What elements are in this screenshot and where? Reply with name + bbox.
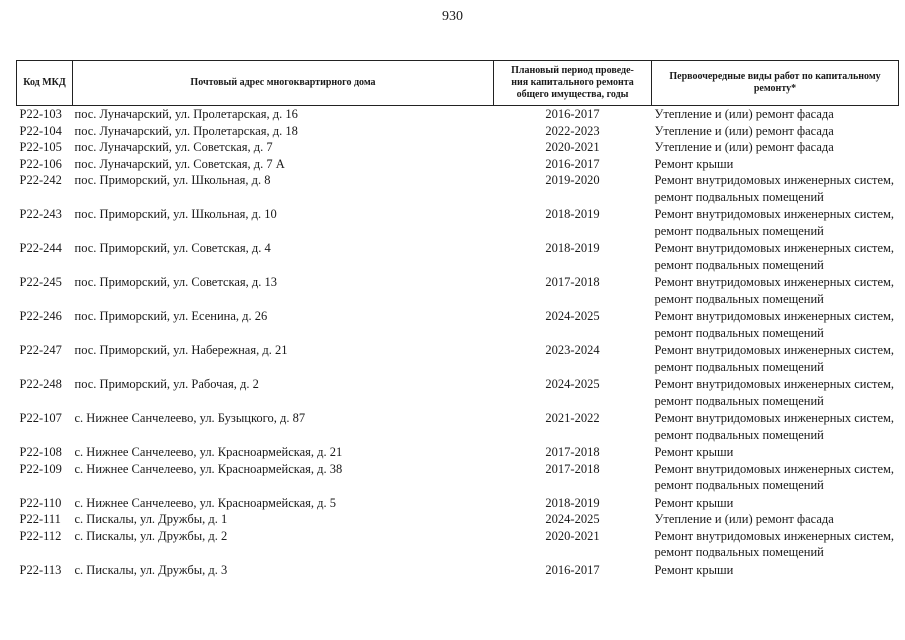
cell-address: пос. Приморский, ул. Набережная, д. 21 xyxy=(74,343,288,357)
cell-works xyxy=(652,206,899,240)
header-period-line: ния капитального ремонта xyxy=(511,77,634,88)
cell-works xyxy=(652,562,899,579)
cell-period: 2018-2019 xyxy=(545,495,600,510)
cell-code: Р22-105 xyxy=(19,140,62,154)
table-row xyxy=(17,206,899,240)
header-period-line: Плановый период проведе- xyxy=(511,65,634,76)
works-line: ремонт подвальных помещений xyxy=(654,189,824,204)
cell-works xyxy=(652,461,899,495)
cell-period: 2017-2018 xyxy=(545,275,600,289)
works-line: Ремонт внутридомовых инженерных систем, xyxy=(654,377,895,391)
cell-address: пос. Приморский, ул. Школьная, д. 8 xyxy=(74,173,271,187)
cell-works xyxy=(652,511,899,528)
header-code: Код МКД xyxy=(17,61,73,106)
cell-period: 2024-2025 xyxy=(545,512,600,526)
cell-address: с. Нижнее Санчелеево, ул. Бузыцкого, д. 87 xyxy=(74,411,306,425)
table-row xyxy=(17,342,899,376)
works-line: Ремонт внутридомовых инженерных систем, xyxy=(654,528,895,543)
cell-period: 2019-2020 xyxy=(545,173,600,187)
works-line: ремонт подвальных помещений xyxy=(654,291,824,306)
cell-code: Р22-112 xyxy=(19,528,62,543)
cell-period: 2018-2019 xyxy=(545,207,600,221)
cell-code: Р22-243 xyxy=(19,207,62,221)
cell-code: Р22-247 xyxy=(19,343,62,357)
works-line: ремонт подвальных помещений xyxy=(654,393,824,408)
cell-address: с. Нижнее Санчелеево, ул. Красноармейская, д. 5 xyxy=(74,495,337,510)
cell-works xyxy=(652,106,899,123)
cell-period: 2020-2021 xyxy=(545,140,600,154)
works-line: Ремонт крыши xyxy=(654,156,734,171)
table-header xyxy=(17,61,899,106)
page-number: 930 xyxy=(442,9,463,24)
works-line: ремонт подвальных помещений xyxy=(654,478,824,492)
works-line: Ремонт внутридомовых инженерных систем, xyxy=(654,411,895,425)
cell-code: Р22-108 xyxy=(19,445,62,459)
cell-code: Р22-244 xyxy=(19,241,62,255)
cell-period: 2024-2025 xyxy=(545,309,600,323)
cell-address: с. Нижнее Санчелеево, ул. Красноармейская, д. 21 xyxy=(74,445,343,459)
works-line: Утепление и (или) ремонт фасада xyxy=(654,107,834,121)
cell-code: Р22-111 xyxy=(19,512,61,526)
table-row xyxy=(17,495,899,512)
cell-code: Р22-245 xyxy=(19,275,62,289)
works-line: ремонт подвальных помещений xyxy=(654,257,824,272)
works-line: Ремонт внутридомовых инженерных систем, xyxy=(654,343,895,357)
table-row xyxy=(17,240,899,274)
header-works xyxy=(652,61,899,106)
works-line: Ремонт крыши xyxy=(654,445,734,459)
cell-address: пос. Луначарский, ул. Советская, д. 7 А xyxy=(74,156,285,171)
cell-period: 2023-2024 xyxy=(545,343,600,357)
header-works-line: ремонту* xyxy=(753,83,797,94)
works-line: Утепление и (или) ремонт фасада xyxy=(654,140,834,154)
cell-code: Р22-104 xyxy=(19,123,62,138)
cell-address: пос. Приморский, ул. Школьная, д. 10 xyxy=(74,207,277,221)
cell-works xyxy=(652,123,899,140)
table-row xyxy=(17,528,899,562)
cell-works xyxy=(652,528,899,562)
table-row xyxy=(17,139,899,156)
cell-works xyxy=(652,444,899,461)
cell-address: пос. Приморский, ул. Есенина, д. 26 xyxy=(74,309,268,323)
cell-address: пос. Приморский, ул. Рабочая, д. 2 xyxy=(74,377,259,391)
cell-works xyxy=(652,139,899,156)
cell-code: Р22-248 xyxy=(19,377,62,391)
cell-address: с. Нижнее Санчелеево, ул. Красноармейская, д. 38 xyxy=(74,461,343,476)
cell-works xyxy=(652,342,899,376)
cell-period: 2020-2021 xyxy=(545,528,600,543)
works-line: Ремонт внутридомовых инженерных систем, xyxy=(654,275,895,289)
table-row xyxy=(17,444,899,461)
cell-works xyxy=(652,495,899,512)
works-line: Ремонт внутридомовых инженерных систем, xyxy=(654,173,895,187)
table-row xyxy=(17,156,899,173)
works-line: Ремонт крыши xyxy=(654,495,734,510)
cell-code: Р22-110 xyxy=(19,495,62,510)
works-line: ремонт подвальных помещений xyxy=(654,325,824,340)
works-line: Утепление и (или) ремонт фасада xyxy=(654,512,834,526)
works-line: Ремонт внутридомовых инженерных систем, xyxy=(654,309,895,323)
table-row xyxy=(17,123,899,140)
repair-schedule-table xyxy=(16,60,899,578)
cell-address: с. Пискалы, ул. Дружбы, д. 3 xyxy=(74,562,228,577)
cell-address: пос. Луначарский, ул. Советская, д. 7 xyxy=(74,140,273,154)
cell-code: Р22-103 xyxy=(19,107,62,121)
cell-period: 2018-2019 xyxy=(545,241,600,255)
cell-address: пос. Приморский, ул. Советская, д. 4 xyxy=(74,241,271,255)
cell-works xyxy=(652,172,899,206)
cell-works xyxy=(652,410,899,444)
cell-works xyxy=(652,274,899,308)
cell-code: Р22-246 xyxy=(19,309,62,323)
cell-works xyxy=(652,156,899,173)
works-line: Утепление и (или) ремонт фасада xyxy=(654,123,834,138)
cell-period: 2022-2023 xyxy=(545,123,600,138)
table-row xyxy=(17,410,899,444)
works-line: ремонт подвальных помещений xyxy=(654,427,824,442)
cell-period: 2016-2017 xyxy=(545,156,600,171)
table-row xyxy=(17,562,899,579)
table-row xyxy=(17,308,899,342)
works-line: Ремонт крыши xyxy=(654,562,734,577)
cell-period: 2016-2017 xyxy=(545,562,600,577)
cell-code: Р22-242 xyxy=(19,173,62,187)
cell-period: 2017-2018 xyxy=(545,461,600,476)
works-line: ремонт подвальных помещений xyxy=(654,223,824,238)
table-row xyxy=(17,274,899,308)
cell-works xyxy=(652,376,899,410)
table-row xyxy=(17,172,899,206)
header-works-line: Первоочередные виды работ по капитальному xyxy=(669,71,881,82)
table-row xyxy=(17,376,899,410)
works-line: Ремонт внутридомовых инженерных систем, xyxy=(654,207,895,221)
cell-period: 2017-2018 xyxy=(545,445,600,459)
cell-period: 2024-2025 xyxy=(545,377,600,391)
table-row xyxy=(17,106,899,123)
works-line: Ремонт внутридомовых инженерных систем, xyxy=(654,461,895,476)
cell-code: Р22-107 xyxy=(19,411,62,425)
table-row xyxy=(17,511,899,528)
works-line: ремонт подвальных помещений xyxy=(654,359,824,374)
cell-works xyxy=(652,240,899,274)
header-period-line: общего имущества, годы xyxy=(516,89,629,100)
cell-works xyxy=(652,308,899,342)
works-line: ремонт подвальных помещений xyxy=(654,545,824,559)
table-row xyxy=(17,461,899,495)
cell-code: Р22-106 xyxy=(19,156,62,171)
cell-address: пос. Луначарский, ул. Пролетарская, д. 16 xyxy=(74,107,298,121)
cell-address: пос. Луначарский, ул. Пролетарская, д. 18 xyxy=(74,123,298,138)
cell-address: с. Пискалы, ул. Дружбы, д. 2 xyxy=(74,528,228,543)
header-address: Почтовый адрес многоквартирного дома xyxy=(73,61,494,106)
cell-period: 2021-2022 xyxy=(545,411,600,425)
cell-code: Р22-113 xyxy=(19,562,62,577)
cell-period: 2016-2017 xyxy=(545,107,600,121)
cell-address: с. Пискалы, ул. Дружбы, д. 1 xyxy=(74,512,228,526)
cell-code: Р22-109 xyxy=(19,461,62,476)
works-line: Ремонт внутридомовых инженерных систем, xyxy=(654,241,895,255)
header-period xyxy=(494,61,652,106)
table-body xyxy=(17,106,899,579)
cell-address: пос. Приморский, ул. Советская, д. 13 xyxy=(74,275,278,289)
